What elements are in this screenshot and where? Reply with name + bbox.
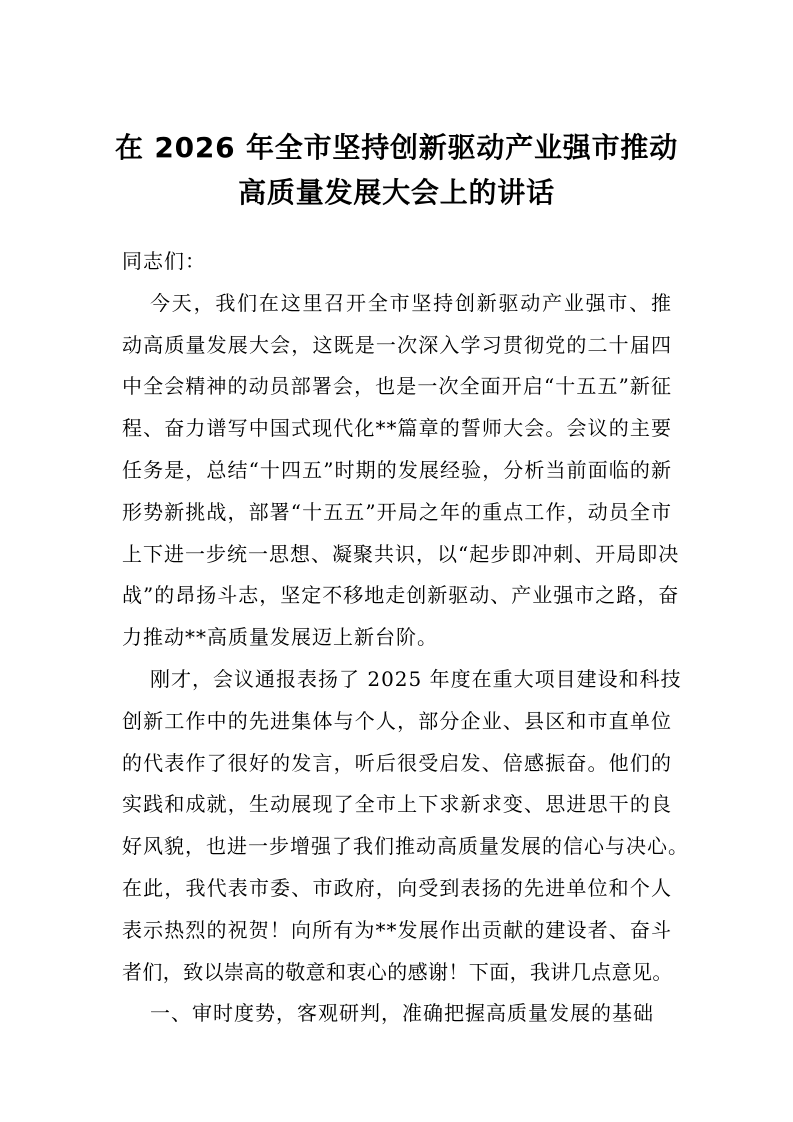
text-line: 力推动**高质量发展迈上新台阶。 [122, 625, 438, 650]
paragraph-opening [122, 283, 680, 659]
text-line: 中全会精神的动员部署会，也是一次全面开启“十五五”新征 [122, 374, 672, 399]
text-line: 创新工作中的先进集体与个人，部分企业、县区和市直单位 [122, 708, 672, 733]
section-heading-1 [122, 993, 672, 1035]
text-line: 今天，我们在这里召开全市坚持创新驱动产业强市、推 [150, 290, 672, 315]
text-line: 上下进一步统一思想、凝聚共识，以“起步即冲刺、开局即决 [122, 541, 680, 566]
text-line: 好风貌，也进一步增强了我们推动高质量发展的信心与决心。 [122, 834, 689, 859]
text-line: 战”的昂扬斗志，坚定不移地走创新驱动、产业强市之路，奋 [122, 583, 680, 608]
document-title [0, 125, 793, 215]
text-line: 在此，我代表市委、市政府，向受到表扬的先进单位和个人 [122, 875, 672, 900]
text-line: 刚才，会议通报表扬了 2025 年度在重大项目建设和科技 [150, 666, 682, 691]
title-line-1: 在 2026 年全市坚持创新驱动产业强市推动 [114, 131, 679, 164]
text-line: 动高质量发展大会，这既是一次深入学习贯彻党的二十届四 [122, 332, 672, 357]
text-line: 者们，致以崇高的敬意和衷心的感谢！下面，我讲几点意见。 [122, 959, 673, 984]
text-line: 实践和成就，生动展现了全市上下求新求变、思进思干的良 [122, 792, 672, 817]
salutation: 同志们： [122, 249, 206, 273]
text-line: 表示热烈的祝贺！向所有为**发展作出贡献的建设者、奋斗 [122, 917, 672, 942]
text-line: 一、审时度势，客观研判，准确把握高质量发展的基础 [150, 1001, 654, 1026]
text-line: 程、奋力谱写中国式现代化**篇章的誓师大会。会议的主要 [122, 416, 672, 441]
document-body [122, 241, 689, 1035]
text-line: 形势新挑战，部署“十五五”开局之年的重点工作，动员全市 [122, 499, 672, 524]
paragraph-commendation [122, 659, 689, 993]
title-line-2: 高质量发展大会上的讲话 [238, 176, 555, 209]
text-line: 的代表作了很好的发言，听后很受启发、倍感振奋。他们的 [122, 750, 672, 775]
text-line: 任务是，总结“十四五”时期的发展经验，分析当前面临的新 [122, 457, 672, 482]
